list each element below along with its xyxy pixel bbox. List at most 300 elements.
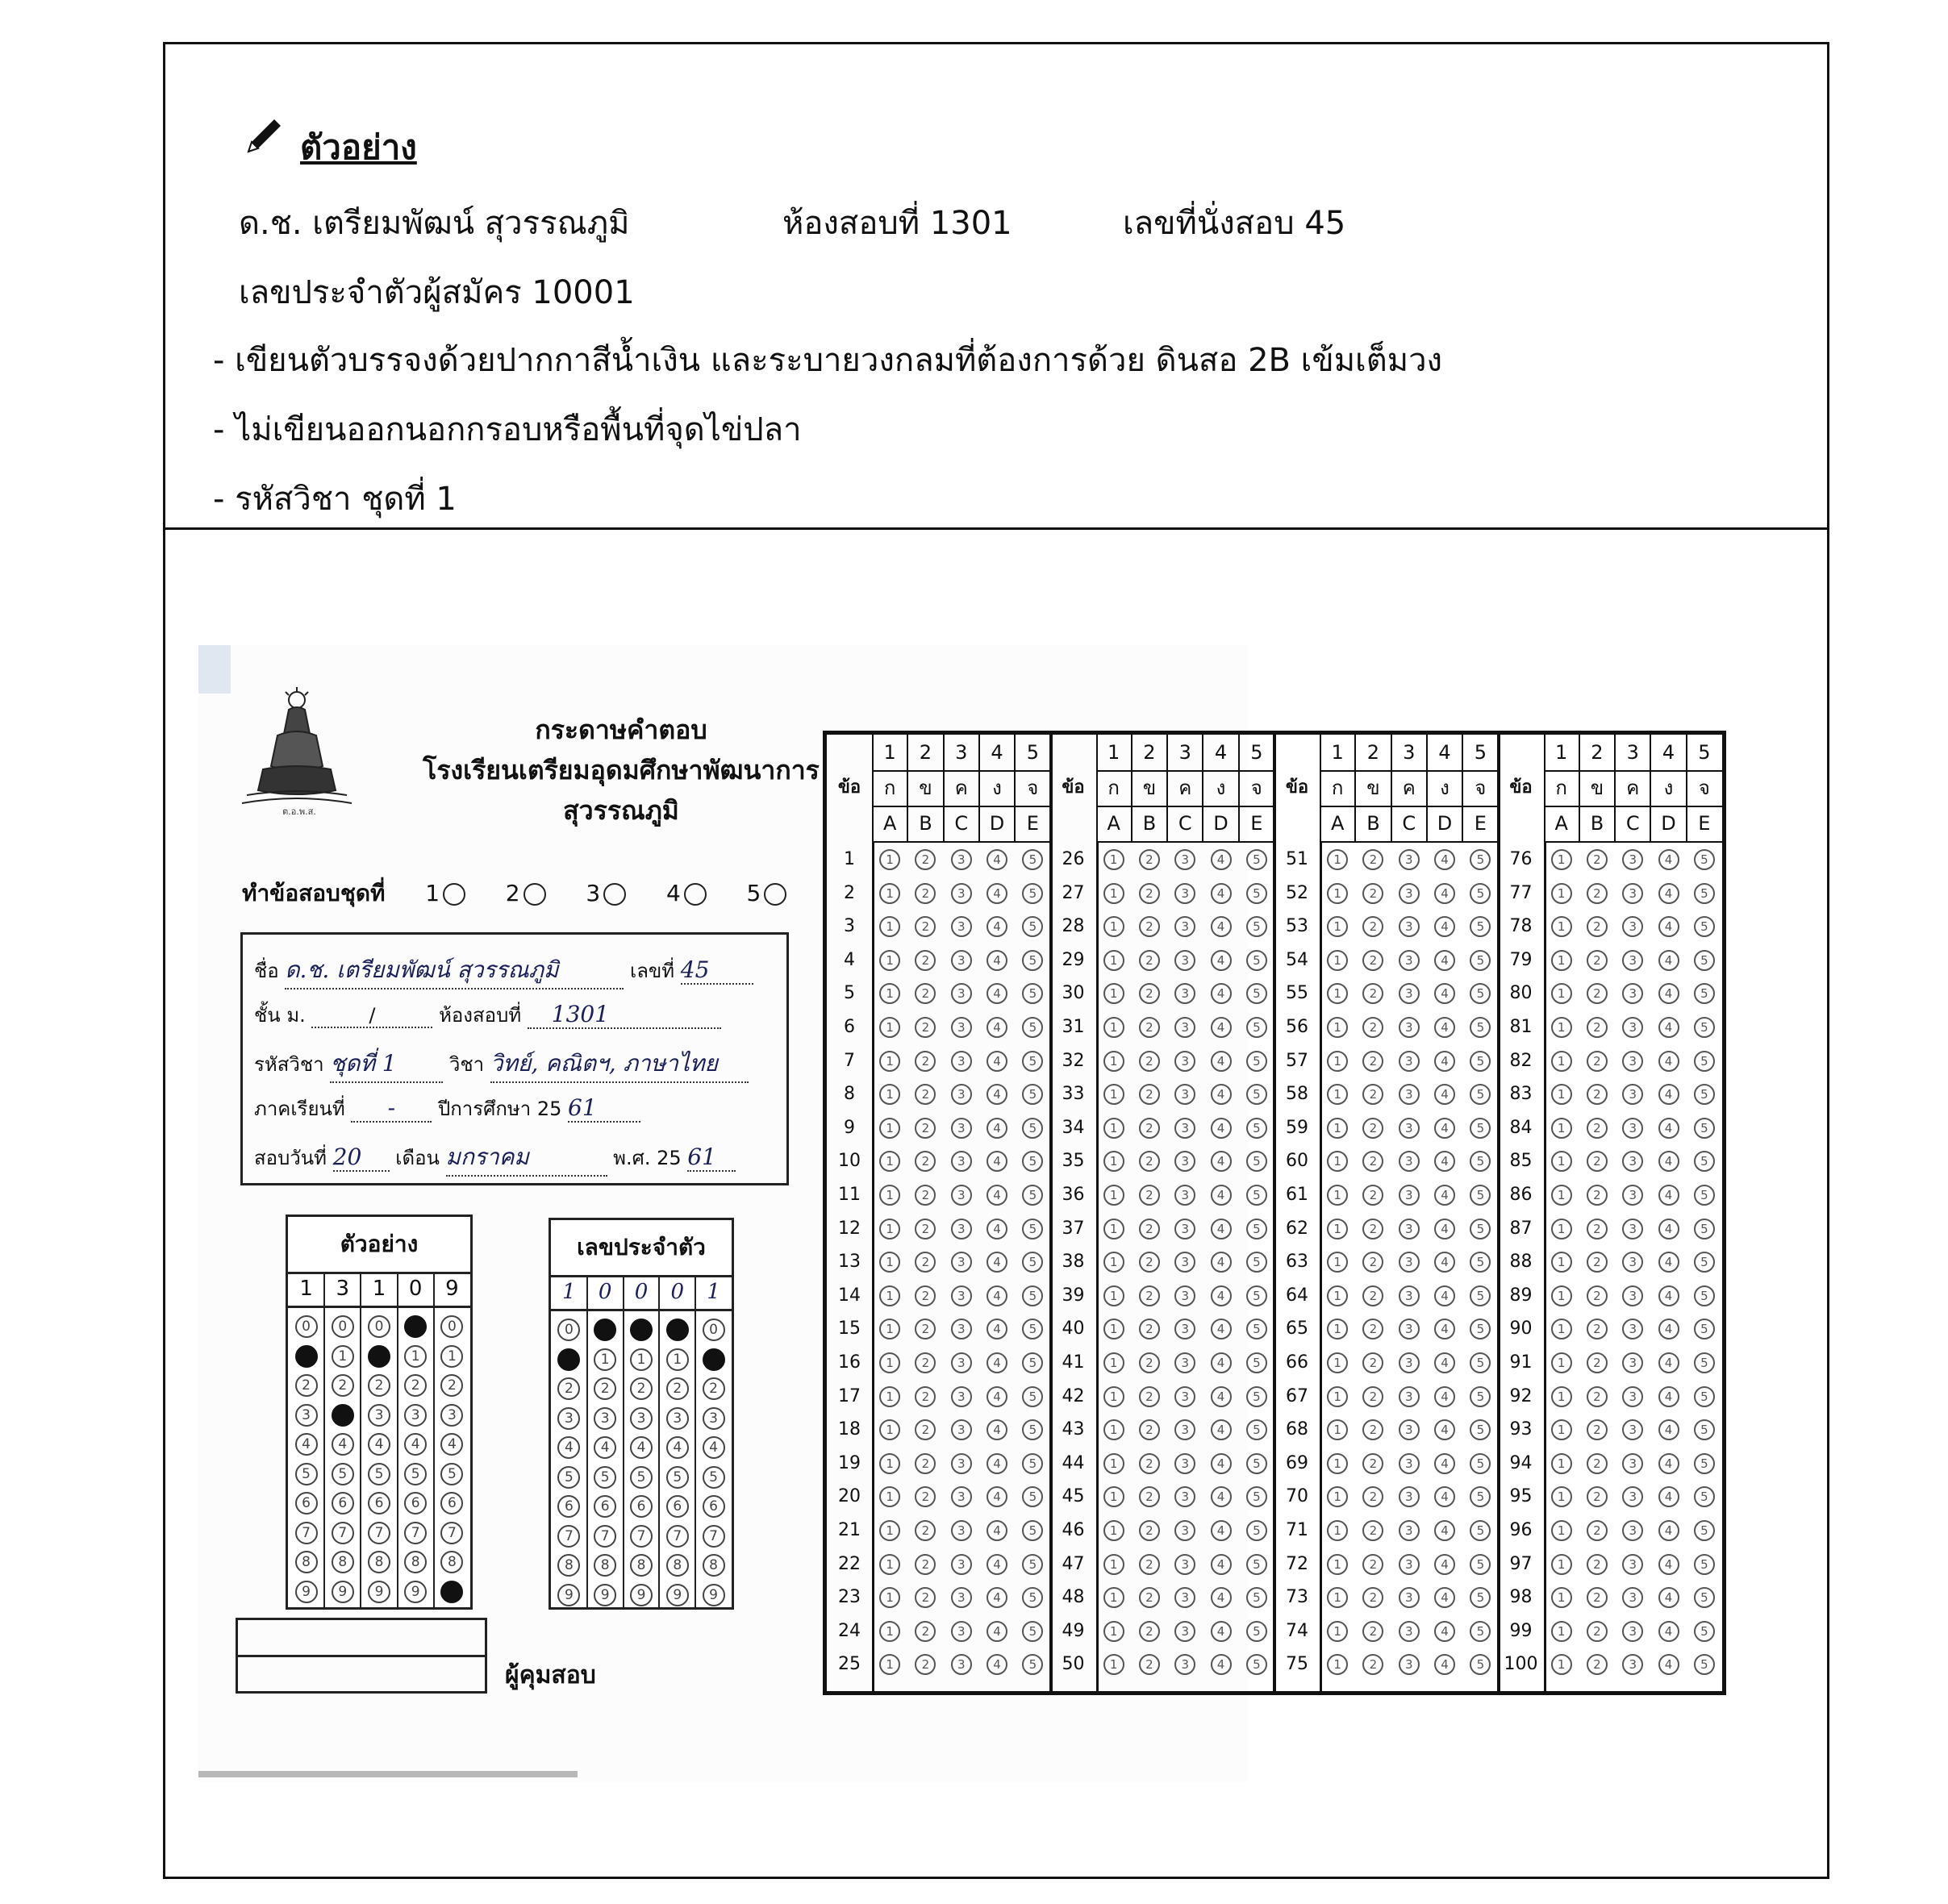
answer-bubble-84-2[interactable]: 2 — [1587, 1118, 1608, 1139]
answer-bubble-96-5[interactable]: 5 — [1694, 1520, 1715, 1541]
answer-bubble-83-4[interactable]: 4 — [1658, 1084, 1679, 1105]
answer-bubble-45-3[interactable]: 3 — [1174, 1486, 1195, 1507]
answer-bubble-56-3[interactable]: 3 — [1399, 1017, 1420, 1038]
answer-bubble-47-4[interactable]: 4 — [1211, 1554, 1232, 1575]
answer-bubble-36-5[interactable]: 5 — [1246, 1185, 1267, 1206]
answer-bubble-69-3[interactable]: 3 — [1399, 1453, 1420, 1474]
id-bubble-4-2[interactable]: 2 — [666, 1377, 689, 1400]
answer-bubble-3-5[interactable]: 5 — [1022, 916, 1043, 937]
answer-bubble-93-5[interactable]: 5 — [1694, 1419, 1715, 1440]
answer-bubble-63-1[interactable]: 1 — [1327, 1252, 1348, 1273]
answer-bubble-95-2[interactable]: 2 — [1587, 1486, 1608, 1507]
answer-bubble-6-1[interactable]: 1 — [879, 1017, 900, 1038]
answer-bubble-87-2[interactable]: 2 — [1587, 1219, 1608, 1239]
answer-bubble-98-2[interactable]: 2 — [1587, 1587, 1608, 1608]
example-bubble-1-8[interactable]: 8 — [295, 1551, 318, 1573]
answer-bubble-91-1[interactable]: 1 — [1551, 1352, 1572, 1373]
answer-bubble-58-4[interactable]: 4 — [1434, 1084, 1455, 1105]
answer-bubble-4-5[interactable]: 5 — [1022, 950, 1043, 971]
answer-bubble-15-4[interactable]: 4 — [987, 1319, 1007, 1339]
answer-bubble-97-4[interactable]: 4 — [1658, 1554, 1679, 1575]
answer-bubble-9-5[interactable]: 5 — [1022, 1118, 1043, 1139]
answer-bubble-7-4[interactable]: 4 — [987, 1051, 1007, 1072]
answer-bubble-92-2[interactable]: 2 — [1587, 1386, 1608, 1407]
answer-bubble-26-1[interactable]: 1 — [1103, 849, 1124, 870]
example-bubble-3-3[interactable]: 3 — [368, 1404, 390, 1427]
answer-bubble-42-4[interactable]: 4 — [1211, 1386, 1232, 1407]
answer-bubble-97-1[interactable]: 1 — [1551, 1554, 1572, 1575]
answer-bubble-17-3[interactable]: 3 — [951, 1386, 972, 1407]
answer-bubble-28-2[interactable]: 2 — [1139, 916, 1160, 937]
answer-bubble-26-5[interactable]: 5 — [1246, 849, 1267, 870]
id-bubble-1-8[interactable]: 8 — [557, 1554, 580, 1577]
answer-bubble-77-3[interactable]: 3 — [1622, 883, 1643, 904]
id-bubble-4-0[interactable]: 0 — [666, 1319, 689, 1341]
answer-bubble-74-2[interactable]: 2 — [1362, 1621, 1383, 1642]
example-bubble-4-4[interactable]: 4 — [404, 1433, 427, 1456]
answer-bubble-95-4[interactable]: 4 — [1658, 1486, 1679, 1507]
answer-bubble-43-2[interactable]: 2 — [1139, 1419, 1160, 1440]
answer-bubble-16-3[interactable]: 3 — [951, 1352, 972, 1373]
answer-bubble-2-1[interactable]: 1 — [879, 883, 900, 904]
answer-bubble-79-1[interactable]: 1 — [1551, 950, 1572, 971]
answer-bubble-40-3[interactable]: 3 — [1174, 1319, 1195, 1339]
answer-bubble-70-2[interactable]: 2 — [1362, 1486, 1383, 1507]
answer-bubble-78-3[interactable]: 3 — [1622, 916, 1643, 937]
answer-bubble-47-2[interactable]: 2 — [1139, 1554, 1160, 1575]
answer-bubble-47-5[interactable]: 5 — [1246, 1554, 1267, 1575]
answer-bubble-42-2[interactable]: 2 — [1139, 1386, 1160, 1407]
answer-bubble-76-3[interactable]: 3 — [1622, 849, 1643, 870]
answer-bubble-57-1[interactable]: 1 — [1327, 1051, 1348, 1072]
example-bubble-3-1[interactable]: 1 — [368, 1345, 390, 1368]
answer-bubble-73-3[interactable]: 3 — [1399, 1587, 1420, 1608]
answer-bubble-58-2[interactable]: 2 — [1362, 1084, 1383, 1105]
answer-bubble-37-2[interactable]: 2 — [1139, 1219, 1160, 1239]
id-bubble-1-2[interactable]: 2 — [557, 1377, 580, 1400]
answer-bubble-66-3[interactable]: 3 — [1399, 1352, 1420, 1373]
answer-bubble-72-2[interactable]: 2 — [1362, 1554, 1383, 1575]
id-bubble-1-3[interactable]: 3 — [557, 1407, 580, 1430]
exam-set-option-4[interactable]: 4 — [666, 880, 707, 906]
answer-bubble-48-5[interactable]: 5 — [1246, 1587, 1267, 1608]
answer-bubble-18-5[interactable]: 5 — [1022, 1419, 1043, 1440]
example-bubble-1-5[interactable]: 5 — [295, 1463, 318, 1485]
id-bubble-5-4[interactable]: 4 — [703, 1436, 725, 1459]
example-bubble-1-4[interactable]: 4 — [295, 1433, 318, 1456]
answer-bubble-61-1[interactable]: 1 — [1327, 1185, 1348, 1206]
answer-bubble-8-5[interactable]: 5 — [1022, 1084, 1043, 1105]
answer-bubble-50-5[interactable]: 5 — [1246, 1654, 1267, 1675]
example-bubble-2-3[interactable]: 3 — [332, 1404, 354, 1427]
answer-bubble-79-2[interactable]: 2 — [1587, 950, 1608, 971]
id-bubble-2-6[interactable]: 6 — [594, 1495, 616, 1518]
answer-bubble-56-5[interactable]: 5 — [1470, 1017, 1491, 1038]
answer-bubble-3-1[interactable]: 1 — [879, 916, 900, 937]
answer-bubble-81-1[interactable]: 1 — [1551, 1017, 1572, 1038]
answer-bubble-8-1[interactable]: 1 — [879, 1084, 900, 1105]
answer-bubble-61-5[interactable]: 5 — [1470, 1185, 1491, 1206]
answer-bubble-29-4[interactable]: 4 — [1211, 950, 1232, 971]
answer-bubble-89-2[interactable]: 2 — [1587, 1285, 1608, 1306]
answer-bubble-44-3[interactable]: 3 — [1174, 1453, 1195, 1474]
answer-bubble-65-1[interactable]: 1 — [1327, 1319, 1348, 1339]
example-bubble-3-5[interactable]: 5 — [368, 1463, 390, 1485]
answer-bubble-75-3[interactable]: 3 — [1399, 1654, 1420, 1675]
answer-bubble-91-5[interactable]: 5 — [1694, 1352, 1715, 1373]
answer-bubble-43-1[interactable]: 1 — [1103, 1419, 1124, 1440]
answer-bubble-14-2[interactable]: 2 — [915, 1285, 936, 1306]
example-bubble-4-9[interactable]: 9 — [404, 1581, 427, 1603]
answer-bubble-80-2[interactable]: 2 — [1587, 983, 1608, 1004]
answer-bubble-71-5[interactable]: 5 — [1470, 1520, 1491, 1541]
answer-bubble-81-5[interactable]: 5 — [1694, 1017, 1715, 1038]
answer-bubble-31-3[interactable]: 3 — [1174, 1017, 1195, 1038]
answer-bubble-88-1[interactable]: 1 — [1551, 1252, 1572, 1273]
answer-bubble-50-2[interactable]: 2 — [1139, 1654, 1160, 1675]
answer-bubble-29-1[interactable]: 1 — [1103, 950, 1124, 971]
id-bubble-4-1[interactable]: 1 — [666, 1348, 689, 1371]
answer-bubble-30-1[interactable]: 1 — [1103, 983, 1124, 1004]
answer-bubble-51-4[interactable]: 4 — [1434, 849, 1455, 870]
answer-bubble-15-3[interactable]: 3 — [951, 1319, 972, 1339]
answer-bubble-6-2[interactable]: 2 — [915, 1017, 936, 1038]
answer-bubble-64-5[interactable]: 5 — [1470, 1285, 1491, 1306]
answer-bubble-95-3[interactable]: 3 — [1622, 1486, 1643, 1507]
answer-bubble-27-2[interactable]: 2 — [1139, 883, 1160, 904]
answer-bubble-68-1[interactable]: 1 — [1327, 1419, 1348, 1440]
answer-bubble-32-3[interactable]: 3 — [1174, 1051, 1195, 1072]
answer-bubble-63-5[interactable]: 5 — [1470, 1252, 1491, 1273]
answer-bubble-32-5[interactable]: 5 — [1246, 1051, 1267, 1072]
answer-bubble-15-2[interactable]: 2 — [915, 1319, 936, 1339]
answer-bubble-38-4[interactable]: 4 — [1211, 1252, 1232, 1273]
be-year-value[interactable]: 61 — [687, 1144, 716, 1170]
answer-bubble-37-5[interactable]: 5 — [1246, 1219, 1267, 1239]
month-value[interactable]: มกราคม — [445, 1144, 529, 1170]
answer-bubble-87-4[interactable]: 4 — [1658, 1219, 1679, 1239]
answer-bubble-57-2[interactable]: 2 — [1362, 1051, 1383, 1072]
answer-bubble-7-3[interactable]: 3 — [951, 1051, 972, 1072]
id-bubble-2-9[interactable]: 9 — [594, 1584, 616, 1606]
answer-bubble-54-3[interactable]: 3 — [1399, 950, 1420, 971]
answer-bubble-64-3[interactable]: 3 — [1399, 1285, 1420, 1306]
answer-bubble-24-2[interactable]: 2 — [915, 1621, 936, 1642]
example-bubble-3-2[interactable]: 2 — [368, 1374, 390, 1397]
answer-bubble-30-5[interactable]: 5 — [1246, 983, 1267, 1004]
exam-set-option-3[interactable]: 3 — [586, 880, 626, 906]
example-bubble-1-3[interactable]: 3 — [295, 1404, 318, 1427]
answer-bubble-34-1[interactable]: 1 — [1103, 1118, 1124, 1139]
example-bubble-5-1[interactable]: 1 — [440, 1345, 463, 1368]
answer-bubble-64-2[interactable]: 2 — [1362, 1285, 1383, 1306]
room-value[interactable]: 1301 — [551, 1001, 610, 1027]
id-bubble-1-0[interactable]: 0 — [557, 1319, 580, 1341]
answer-bubble-78-1[interactable]: 1 — [1551, 916, 1572, 937]
answer-bubble-21-1[interactable]: 1 — [879, 1520, 900, 1541]
answer-bubble-66-5[interactable]: 5 — [1470, 1352, 1491, 1373]
answer-bubble-100-5[interactable]: 5 — [1694, 1654, 1715, 1675]
answer-bubble-76-1[interactable]: 1 — [1551, 849, 1572, 870]
answer-bubble-66-1[interactable]: 1 — [1327, 1352, 1348, 1373]
answer-bubble-83-2[interactable]: 2 — [1587, 1084, 1608, 1105]
answer-bubble-5-4[interactable]: 4 — [987, 983, 1007, 1004]
answer-bubble-62-5[interactable]: 5 — [1470, 1219, 1491, 1239]
answer-bubble-18-4[interactable]: 4 — [987, 1419, 1007, 1440]
answer-bubble-84-1[interactable]: 1 — [1551, 1118, 1572, 1139]
answer-bubble-19-2[interactable]: 2 — [915, 1453, 936, 1474]
answer-bubble-45-2[interactable]: 2 — [1139, 1486, 1160, 1507]
name-value[interactable]: ด.ช. เตรียมพัฒน์ สุวรรณภูมิ — [285, 956, 559, 983]
answer-bubble-77-4[interactable]: 4 — [1658, 883, 1679, 904]
answer-bubble-2-5[interactable]: 5 — [1022, 883, 1043, 904]
answer-bubble-92-5[interactable]: 5 — [1694, 1386, 1715, 1407]
answer-bubble-75-5[interactable]: 5 — [1470, 1654, 1491, 1675]
answer-bubble-21-4[interactable]: 4 — [987, 1520, 1007, 1541]
id-bubble-4-6[interactable]: 6 — [666, 1495, 689, 1518]
answer-bubble-43-5[interactable]: 5 — [1246, 1419, 1267, 1440]
answer-bubble-64-4[interactable]: 4 — [1434, 1285, 1455, 1306]
term-value[interactable]: - — [387, 1094, 396, 1121]
answer-bubble-61-3[interactable]: 3 — [1399, 1185, 1420, 1206]
answer-bubble-8-3[interactable]: 3 — [951, 1084, 972, 1105]
answer-bubble-20-4[interactable]: 4 — [987, 1486, 1007, 1507]
answer-bubble-46-4[interactable]: 4 — [1211, 1520, 1232, 1541]
answer-bubble-60-3[interactable]: 3 — [1399, 1151, 1420, 1172]
answer-bubble-41-3[interactable]: 3 — [1174, 1352, 1195, 1373]
answer-bubble-41-2[interactable]: 2 — [1139, 1352, 1160, 1373]
answer-bubble-69-1[interactable]: 1 — [1327, 1453, 1348, 1474]
answer-bubble-99-3[interactable]: 3 — [1622, 1621, 1643, 1642]
answer-bubble-85-4[interactable]: 4 — [1658, 1151, 1679, 1172]
answer-bubble-71-4[interactable]: 4 — [1434, 1520, 1455, 1541]
answer-bubble-43-4[interactable]: 4 — [1211, 1419, 1232, 1440]
answer-bubble-33-2[interactable]: 2 — [1139, 1084, 1160, 1105]
answer-bubble-11-5[interactable]: 5 — [1022, 1185, 1043, 1206]
answer-bubble-67-5[interactable]: 5 — [1470, 1386, 1491, 1407]
answer-bubble-16-4[interactable]: 4 — [987, 1352, 1007, 1373]
id-bubble-2-4[interactable]: 4 — [594, 1436, 616, 1459]
answer-bubble-5-1[interactable]: 1 — [879, 983, 900, 1004]
answer-bubble-17-1[interactable]: 1 — [879, 1386, 900, 1407]
example-bubble-1-9[interactable]: 9 — [295, 1581, 318, 1603]
id-bubble-4-5[interactable]: 5 — [666, 1466, 689, 1489]
answer-bubble-14-3[interactable]: 3 — [951, 1285, 972, 1306]
answer-bubble-94-5[interactable]: 5 — [1694, 1453, 1715, 1474]
answer-bubble-29-2[interactable]: 2 — [1139, 950, 1160, 971]
answer-bubble-42-5[interactable]: 5 — [1246, 1386, 1267, 1407]
answer-bubble-13-5[interactable]: 5 — [1022, 1252, 1043, 1273]
answer-bubble-50-4[interactable]: 4 — [1211, 1654, 1232, 1675]
answer-bubble-24-5[interactable]: 5 — [1022, 1621, 1043, 1642]
id-bubble-5-2[interactable]: 2 — [703, 1377, 725, 1400]
answer-bubble-65-5[interactable]: 5 — [1470, 1319, 1491, 1339]
answer-bubble-77-5[interactable]: 5 — [1694, 883, 1715, 904]
answer-bubble-92-1[interactable]: 1 — [1551, 1386, 1572, 1407]
answer-bubble-13-3[interactable]: 3 — [951, 1252, 972, 1273]
answer-bubble-17-5[interactable]: 5 — [1022, 1386, 1043, 1407]
answer-bubble-24-1[interactable]: 1 — [879, 1621, 900, 1642]
answer-bubble-11-2[interactable]: 2 — [915, 1185, 936, 1206]
answer-bubble-75-2[interactable]: 2 — [1362, 1654, 1383, 1675]
answer-bubble-73-1[interactable]: 1 — [1327, 1587, 1348, 1608]
answer-bubble-83-3[interactable]: 3 — [1622, 1084, 1643, 1105]
answer-bubble-71-2[interactable]: 2 — [1362, 1520, 1383, 1541]
answer-bubble-98-4[interactable]: 4 — [1658, 1587, 1679, 1608]
answer-bubble-89-1[interactable]: 1 — [1551, 1285, 1572, 1306]
id-bubble-5-9[interactable]: 9 — [703, 1584, 725, 1606]
answer-bubble-59-2[interactable]: 2 — [1362, 1118, 1383, 1139]
answer-bubble-77-2[interactable]: 2 — [1587, 883, 1608, 904]
answer-bubble-63-3[interactable]: 3 — [1399, 1252, 1420, 1273]
answer-bubble-1-5[interactable]: 5 — [1022, 849, 1043, 870]
answer-bubble-36-4[interactable]: 4 — [1211, 1185, 1232, 1206]
answer-bubble-79-3[interactable]: 3 — [1622, 950, 1643, 971]
answer-bubble-26-2[interactable]: 2 — [1139, 849, 1160, 870]
answer-bubble-72-4[interactable]: 4 — [1434, 1554, 1455, 1575]
answer-bubble-69-5[interactable]: 5 — [1470, 1453, 1491, 1474]
example-bubble-5-4[interactable]: 4 — [440, 1433, 463, 1456]
answer-bubble-82-1[interactable]: 1 — [1551, 1051, 1572, 1072]
example-bubble-4-1[interactable]: 1 — [404, 1345, 427, 1368]
answer-bubble-71-3[interactable]: 3 — [1399, 1520, 1420, 1541]
answer-bubble-6-4[interactable]: 4 — [987, 1017, 1007, 1038]
answer-bubble-1-2[interactable]: 2 — [915, 849, 936, 870]
answer-bubble-68-3[interactable]: 3 — [1399, 1419, 1420, 1440]
answer-bubble-35-1[interactable]: 1 — [1103, 1151, 1124, 1172]
answer-bubble-20-5[interactable]: 5 — [1022, 1486, 1043, 1507]
example-bubble-2-5[interactable]: 5 — [332, 1463, 354, 1485]
id-bubble-4-8[interactable]: 8 — [666, 1554, 689, 1577]
answer-bubble-44-5[interactable]: 5 — [1246, 1453, 1267, 1474]
answer-bubble-36-1[interactable]: 1 — [1103, 1185, 1124, 1206]
answer-bubble-76-5[interactable]: 5 — [1694, 849, 1715, 870]
answer-bubble-16-2[interactable]: 2 — [915, 1352, 936, 1373]
id-bubble-1-6[interactable]: 6 — [557, 1495, 580, 1518]
answer-bubble-7-1[interactable]: 1 — [879, 1051, 900, 1072]
answer-bubble-40-4[interactable]: 4 — [1211, 1319, 1232, 1339]
example-bubble-4-7[interactable]: 7 — [404, 1522, 427, 1544]
answer-bubble-53-3[interactable]: 3 — [1399, 916, 1420, 937]
answer-bubble-13-2[interactable]: 2 — [915, 1252, 936, 1273]
answer-bubble-29-3[interactable]: 3 — [1174, 950, 1195, 971]
answer-bubble-82-4[interactable]: 4 — [1658, 1051, 1679, 1072]
answer-bubble-67-3[interactable]: 3 — [1399, 1386, 1420, 1407]
answer-bubble-22-4[interactable]: 4 — [987, 1554, 1007, 1575]
answer-bubble-30-3[interactable]: 3 — [1174, 983, 1195, 1004]
answer-bubble-70-4[interactable]: 4 — [1434, 1486, 1455, 1507]
answer-bubble-31-2[interactable]: 2 — [1139, 1017, 1160, 1038]
answer-bubble-55-1[interactable]: 1 — [1327, 983, 1348, 1004]
answer-bubble-49-4[interactable]: 4 — [1211, 1621, 1232, 1642]
answer-bubble-25-2[interactable]: 2 — [915, 1654, 936, 1675]
answer-bubble-62-1[interactable]: 1 — [1327, 1219, 1348, 1239]
answer-bubble-22-2[interactable]: 2 — [915, 1554, 936, 1575]
answer-bubble-44-2[interactable]: 2 — [1139, 1453, 1160, 1474]
answer-bubble-9-1[interactable]: 1 — [879, 1118, 900, 1139]
id-bubble-3-5[interactable]: 5 — [630, 1466, 653, 1489]
answer-bubble-54-1[interactable]: 1 — [1327, 950, 1348, 971]
answer-bubble-32-2[interactable]: 2 — [1139, 1051, 1160, 1072]
answer-bubble-98-1[interactable]: 1 — [1551, 1587, 1572, 1608]
answer-bubble-28-3[interactable]: 3 — [1174, 916, 1195, 937]
answer-bubble-50-3[interactable]: 3 — [1174, 1654, 1195, 1675]
answer-bubble-2-2[interactable]: 2 — [915, 883, 936, 904]
answer-bubble-61-4[interactable]: 4 — [1434, 1185, 1455, 1206]
answer-bubble-90-5[interactable]: 5 — [1694, 1319, 1715, 1339]
answer-bubble-82-5[interactable]: 5 — [1694, 1051, 1715, 1072]
answer-bubble-39-5[interactable]: 5 — [1246, 1285, 1267, 1306]
answer-bubble-67-1[interactable]: 1 — [1327, 1386, 1348, 1407]
answer-bubble-81-4[interactable]: 4 — [1658, 1017, 1679, 1038]
answer-bubble-65-2[interactable]: 2 — [1362, 1319, 1383, 1339]
answer-bubble-25-1[interactable]: 1 — [879, 1654, 900, 1675]
answer-bubble-19-4[interactable]: 4 — [987, 1453, 1007, 1474]
answer-bubble-100-2[interactable]: 2 — [1587, 1654, 1608, 1675]
id-bubble-5-3[interactable]: 3 — [703, 1407, 725, 1430]
answer-bubble-95-5[interactable]: 5 — [1694, 1486, 1715, 1507]
answer-bubble-59-5[interactable]: 5 — [1470, 1118, 1491, 1139]
answer-bubble-70-1[interactable]: 1 — [1327, 1486, 1348, 1507]
answer-bubble-96-4[interactable]: 4 — [1658, 1520, 1679, 1541]
example-bubble-5-9[interactable]: 9 — [440, 1581, 463, 1603]
answer-bubble-28-1[interactable]: 1 — [1103, 916, 1124, 937]
example-bubble-3-0[interactable]: 0 — [368, 1315, 390, 1338]
answer-bubble-90-1[interactable]: 1 — [1551, 1319, 1572, 1339]
answer-bubble-78-4[interactable]: 4 — [1658, 916, 1679, 937]
answer-bubble-41-5[interactable]: 5 — [1246, 1352, 1267, 1373]
answer-bubble-22-5[interactable]: 5 — [1022, 1554, 1043, 1575]
answer-bubble-74-5[interactable]: 5 — [1470, 1621, 1491, 1642]
answer-bubble-41-1[interactable]: 1 — [1103, 1352, 1124, 1373]
answer-bubble-47-1[interactable]: 1 — [1103, 1554, 1124, 1575]
answer-bubble-93-2[interactable]: 2 — [1587, 1419, 1608, 1440]
answer-bubble-73-5[interactable]: 5 — [1470, 1587, 1491, 1608]
example-bubble-5-5[interactable]: 5 — [440, 1463, 463, 1485]
class-value[interactable]: / — [369, 1004, 376, 1027]
id-bubble-3-6[interactable]: 6 — [630, 1495, 653, 1518]
answer-bubble-24-3[interactable]: 3 — [951, 1621, 972, 1642]
answer-bubble-39-3[interactable]: 3 — [1174, 1285, 1195, 1306]
id-bubble-4-7[interactable]: 7 — [666, 1525, 689, 1548]
answer-bubble-12-4[interactable]: 4 — [987, 1219, 1007, 1239]
answer-bubble-53-5[interactable]: 5 — [1470, 916, 1491, 937]
answer-bubble-60-5[interactable]: 5 — [1470, 1151, 1491, 1172]
answer-bubble-45-4[interactable]: 4 — [1211, 1486, 1232, 1507]
answer-bubble-45-1[interactable]: 1 — [1103, 1486, 1124, 1507]
answer-bubble-100-4[interactable]: 4 — [1658, 1654, 1679, 1675]
answer-bubble-34-3[interactable]: 3 — [1174, 1118, 1195, 1139]
answer-bubble-32-4[interactable]: 4 — [1211, 1051, 1232, 1072]
answer-bubble-40-1[interactable]: 1 — [1103, 1319, 1124, 1339]
answer-bubble-93-4[interactable]: 4 — [1658, 1419, 1679, 1440]
answer-bubble-51-2[interactable]: 2 — [1362, 849, 1383, 870]
answer-bubble-99-1[interactable]: 1 — [1551, 1621, 1572, 1642]
answer-bubble-60-1[interactable]: 1 — [1327, 1151, 1348, 1172]
answer-bubble-67-4[interactable]: 4 — [1434, 1386, 1455, 1407]
answer-bubble-90-4[interactable]: 4 — [1658, 1319, 1679, 1339]
answer-bubble-12-5[interactable]: 5 — [1022, 1219, 1043, 1239]
answer-bubble-89-3[interactable]: 3 — [1622, 1285, 1643, 1306]
answer-bubble-22-3[interactable]: 3 — [951, 1554, 972, 1575]
answer-bubble-48-1[interactable]: 1 — [1103, 1587, 1124, 1608]
answer-bubble-46-2[interactable]: 2 — [1139, 1520, 1160, 1541]
answer-bubble-60-2[interactable]: 2 — [1362, 1151, 1383, 1172]
answer-bubble-73-4[interactable]: 4 — [1434, 1587, 1455, 1608]
id-bubble-1-9[interactable]: 9 — [557, 1584, 580, 1606]
answer-bubble-33-5[interactable]: 5 — [1246, 1084, 1267, 1105]
id-bubble-2-8[interactable]: 8 — [594, 1554, 616, 1577]
